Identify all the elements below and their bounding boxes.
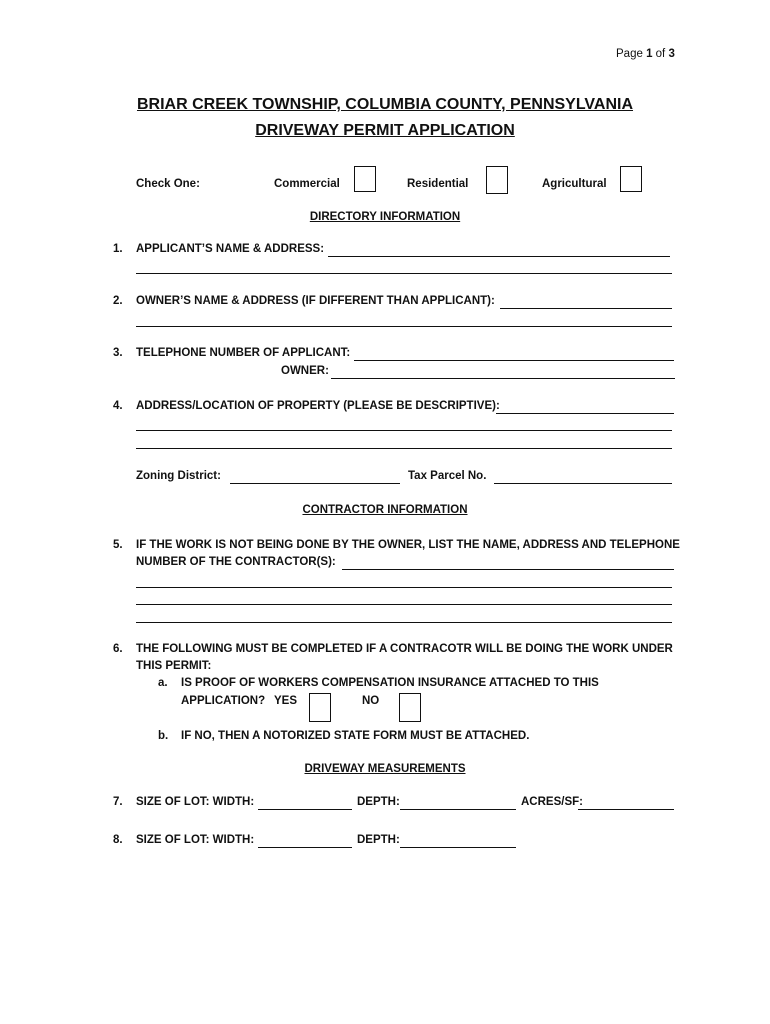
contractor-name-field[interactable] <box>342 558 674 570</box>
title-line-1: BRIAR CREEK TOWNSHIP, COLUMBIA COUNTY, PENNSYLVANIA <box>136 96 634 113</box>
applicant-phone-field[interactable] <box>354 349 674 361</box>
property-location-field[interactable] <box>496 402 674 414</box>
yes-label: YES <box>274 695 298 707</box>
property-location-label: ADDRESS/LOCATION OF PROPERTY (PLEASE BE DESCRIPTIVE): <box>136 400 500 412</box>
property-location-line-3[interactable] <box>136 437 672 449</box>
applicant-name-field[interactable] <box>328 245 670 257</box>
contractor-line-2[interactable] <box>136 576 672 588</box>
item-7-number: 7. <box>113 796 123 808</box>
owner-name-field[interactable] <box>500 297 672 309</box>
workers-comp-question: IS PROOF OF WORKERS COMPENSATION INSURANCE ATTACHED TO THIS <box>181 677 599 689</box>
page-current: 1 <box>646 48 653 60</box>
yes-checkbox[interactable] <box>309 693 331 722</box>
residential-checkbox[interactable] <box>486 166 508 194</box>
commercial-checkbox[interactable] <box>354 166 376 192</box>
owner-address-field[interactable] <box>136 315 672 327</box>
commercial-label: Commercial <box>274 178 340 190</box>
zoning-district-field[interactable] <box>230 472 400 484</box>
lot-depth-label-8: DEPTH: <box>357 834 400 846</box>
contractor-name-label: NUMBER OF THE CONTRACTOR(S): <box>136 556 336 568</box>
applicant-address-field[interactable] <box>136 262 672 274</box>
zoning-district-label: Zoning District: <box>136 470 221 482</box>
directory-information-heading: DIRECTORY INFORMATION <box>309 211 461 223</box>
application-question-label: APPLICATION? <box>181 695 266 707</box>
no-checkbox[interactable] <box>399 693 421 722</box>
page-of: of <box>652 48 669 60</box>
agricultural-checkbox[interactable] <box>620 166 642 192</box>
item-4-number: 4. <box>113 400 123 412</box>
title-line-2: DRIVEWAY PERMIT APPLICATION <box>255 122 515 139</box>
contractor-information-heading: CONTRACTOR INFORMATION <box>302 504 468 516</box>
applicant-phone-label: TELEPHONE NUMBER OF APPLICANT: <box>136 347 351 359</box>
contractor-intro-text: IF THE WORK IS NOT BEING DONE BY THE OWNER, LIST THE NAME, ADDRESS AND TELEPHONE <box>136 539 680 551</box>
residential-label: Residential <box>407 178 469 190</box>
acres-sf-field[interactable] <box>578 798 674 810</box>
owner-phone-field[interactable] <box>331 367 675 379</box>
check-one-label: Check One: <box>136 178 200 190</box>
contractor-line-3[interactable] <box>136 593 672 605</box>
lot-depth-field-7[interactable] <box>400 798 516 810</box>
applicant-name-label: APPLICANT’S NAME & ADDRESS: <box>136 243 325 255</box>
item-2-number: 2. <box>113 295 123 307</box>
page-prefix: Page <box>616 48 647 60</box>
owner-phone-label: OWNER: <box>281 365 329 377</box>
sub-b-letter: b. <box>158 730 169 742</box>
item-3-number: 3. <box>113 347 123 359</box>
property-location-line-2[interactable] <box>136 419 672 431</box>
item-8-number: 8. <box>113 834 123 846</box>
lot-depth-field-8[interactable] <box>400 836 516 848</box>
tax-parcel-label: Tax Parcel No. <box>408 470 487 482</box>
page-indicator <box>616 48 675 60</box>
no-label: NO <box>362 695 380 707</box>
driveway-measurements-heading: DRIVEWAY MEASUREMENTS <box>304 763 466 775</box>
item-6-number: 6. <box>113 643 123 655</box>
contractor-requirements-text: THE FOLLOWING MUST BE COMPLETED IF A CONTRACOTR WILL BE DOING THE WORK UNDER <box>136 643 673 655</box>
notarized-form-text: IF NO, THEN A NOTORIZED STATE FORM MUST BE ATTACHED. <box>181 730 530 742</box>
tax-parcel-field[interactable] <box>494 472 672 484</box>
lot-depth-label-7: DEPTH: <box>357 796 400 808</box>
this-permit-text: THIS PERMIT: <box>136 660 212 672</box>
owner-name-label: OWNER’S NAME & ADDRESS (IF DIFFERENT THAN APPLICANT): <box>136 295 495 307</box>
contractor-line-4[interactable] <box>136 611 672 623</box>
agricultural-label: Agricultural <box>542 178 607 190</box>
item-1-number: 1. <box>113 243 123 255</box>
lot-width-field-7[interactable] <box>258 798 352 810</box>
acres-sf-label: ACRES/SF: <box>521 796 583 808</box>
lot-width-field-8[interactable] <box>258 836 352 848</box>
sub-a-letter: a. <box>158 677 168 689</box>
lot-width-label-8: SIZE OF LOT: WIDTH: <box>136 834 255 846</box>
page-total: 3 <box>668 48 675 60</box>
item-5-number: 5. <box>113 539 123 551</box>
lot-width-label-7: SIZE OF LOT: WIDTH: <box>136 796 255 808</box>
